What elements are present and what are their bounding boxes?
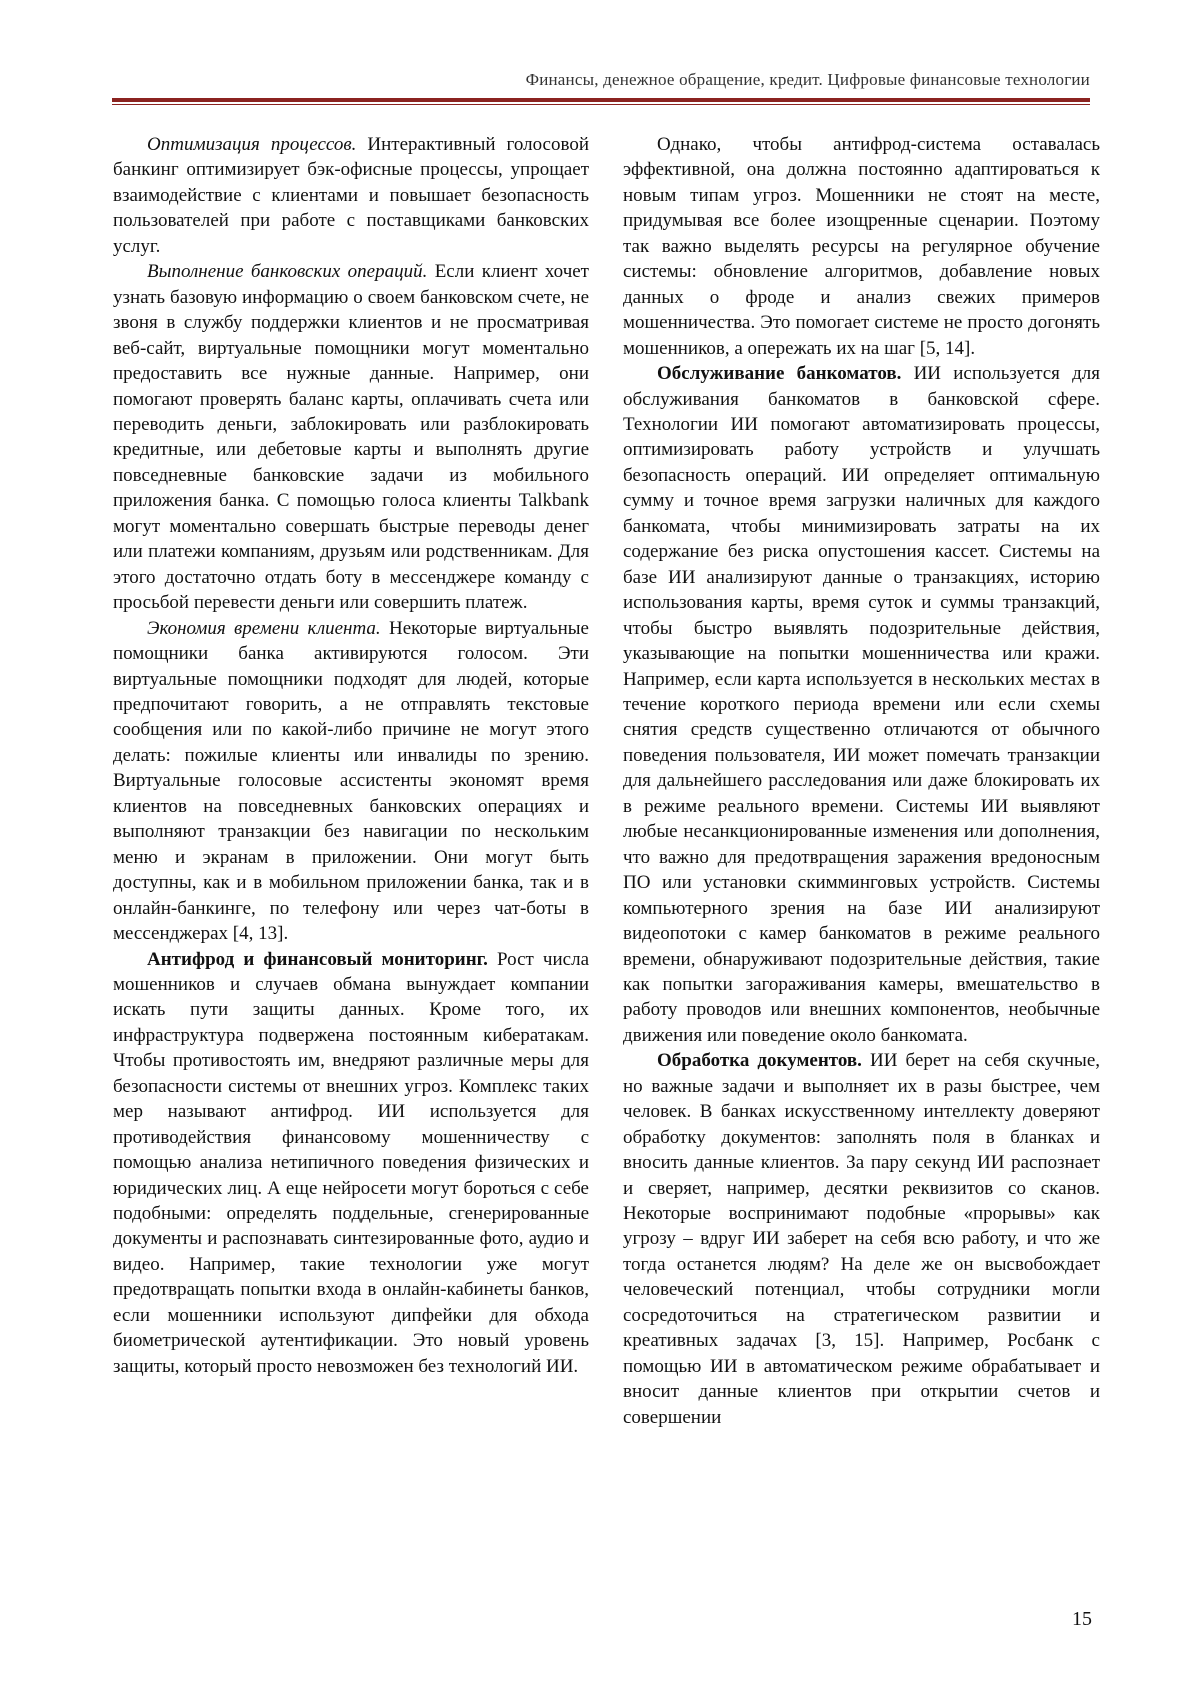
page-number: 15 — [1072, 1608, 1092, 1630]
paragraph-banking-operations — [113, 259, 589, 615]
paragraph-body: ИИ используется для обслуживания банкоматов в банковской сфере. Технологии ИИ помогают автоматизировать процессы, оптимизировать работу устройств и улучшать безопасность операций. ИИ определяет оптимальную сумму и точное время загрузки наличных для каждого банкомата, чтобы минимизировать затраты на их содержание без риска опустошения кассет. Системы на базе ИИ анализируют данные о транзакциях, историю использования карты, время суток и суммы транзакций, чтобы быстро выявлять подозрительные действия, указывающие на попытки мошенничества или кражи. Например, если карта используется в нескольких местах в течение короткого периода времени или если схемы снятия средств существенно отличаются от обычного поведения пользователя, ИИ может помечать транзакции для дальнейшего расследования или даже блокировать их в режиме реального времени. Системы ИИ выявляют любые несанкционированные изменения или дополнения, что важно для предотвращения заражения вредоносным ПО или установки скимминговых устройств. Системы компьютерного зрения на базе ИИ анализируют видеопотоки с камер банкоматов в режиме реального времени, обнаруживают подозрительные действия, такие как попытки загораживания камеры, вмешательство в работу проводов или внешних компонентов, необычные движения или поведение около банкомата. — [623, 363, 1100, 1046]
header-rule-thick — [112, 98, 1090, 102]
paragraph-body: Интерактивный голосовой банкинг оптимизирует бэк-офисные процессы, упрощает взаимодействие с клиентами и повышает безопасность пользователей при работе с поставщиками банковских услуг. — [113, 134, 589, 257]
paragraph-lead-italic: Экономия времени клиента. — [147, 617, 381, 639]
paragraph-atm-service — [623, 361, 1100, 1048]
paragraph-antifraud — [113, 947, 589, 1380]
paragraph-lead-bold: Обслуживание банкоматов. — [657, 363, 902, 385]
paragraph-body: Рост числа мошенников и случаев обмана вынуждает компании искать пути защиты данных. Кроме того, их инфраструктура подвержена постоянным кибератакам. Чтобы противостоять им, внедряют различные меры для безопасности системы от внешних угроз. Комплекс таких мер называют антифрод. ИИ используется для противодействия финансовому мошенничеству с помощью анализа нетипичного поведения физических и юридических лиц. А еще нейросети могут бороться с себе подобными: определять поддельные, сгенерированные документы и распознавать синтезированные фото, аудио и видео. Например, такие технологии уже могут предотвращать попытки входа в онлайн-кабинеты банков, если мошенники используют дипфейки для обхода биометрической аутентификации. Это новый уровень защиты, который просто невозможен без технологий ИИ. — [113, 948, 590, 1377]
paragraph-lead-bold: Обработка документов. — [657, 1050, 862, 1072]
left-column — [113, 132, 589, 1379]
paragraph-body: ИИ берет на себя скучные, но важные задачи и выполняет их в разы быстрее, чем человек. В банках искусственному интеллекту доверяют обработку документов: заполнять поля в бланках и вносить данные клиентов. За пару секунд ИИ распознает и сверяет, например, десятки реквизитов со сканов. Некоторые воспринимают подобные «прорывы» как угрозу – вдруг ИИ заберет на себя всю работу, и что же тогда останется людям? На деле же он высвобождает человеческий потенциал, чтобы сотрудники могли сосредоточиться на стратегическом развитии и креативных задачах [3, 15]. Например, Росбанк с помощью ИИ в автоматическом режиме обрабатывает и вносит данные клиентов при открытии счетов и совершении — [623, 1050, 1100, 1428]
paragraph-lead-italic: Оптимизация процессов. — [147, 134, 357, 155]
right-column — [623, 132, 1100, 1430]
running-title: Финансы, денежное обращение, кредит. Цифровые финансовые технологии — [525, 70, 1090, 89]
paragraph-process-optimization — [113, 132, 589, 259]
paragraph-document-processing — [623, 1048, 1100, 1430]
paragraph-lead-bold: Антифрод и финансовый мониторинг. — [147, 948, 488, 970]
paragraph-lead-italic: Выполнение банковских операций. — [147, 261, 428, 283]
header-rule-thin — [112, 104, 1090, 105]
paragraph-body: Некоторые виртуальные помощники банка активируются голосом. Эти виртуальные помощники подходят для людей, которые предпочитают говорить, а не отправлять текстовые сообщения или по какой-либо причине не могут этого делать: пожилые клиенты или инвалиды по зрению. Виртуальные голосовые ассистенты экономят время клиентов на повседневных банковских операциях и выполняют транзакции без навигации по нескольким меню и экранам в приложении. Они могут быть доступны, как и в мобильном приложении банка, так и в онлайн-банкинге, по телефону или через чат-боты в мессенджерах [4, 13]. — [113, 617, 589, 945]
paragraph-body: Если клиент хочет узнать базовую информацию о своем банковском счете, не звоня в службу поддержки клиентов и не просматривая веб-сайт, виртуальные помощники могут моментально предоставить все нужные данные. Например, они помогают проверять баланс карты, оплачивать счета или переводить деньги, заблокировать или разблокировать кредитные, или дебетовые карты и выполнять другие повседневные банковские задачи из мобильного приложения банка. С помощью голоса клиенты Talkbank могут моментально совершать быстрые переводы денег или платежи компаниям, друзьям или родственникам. Для этого достаточно отдать боту в мессенджере команду с просьбой перевести деньги или совершить платеж. — [113, 261, 589, 614]
paragraph-antifraud-adaptation — [623, 132, 1100, 361]
paragraph-body: Однако, чтобы антифрод-система оставалась эффективной, она должна постоянно адаптироваться к новым типам угроз. Мошенники не стоят на месте, придумывая все более изощренные сценарии. Поэтому так важно выделять ресурсы на регулярное обучение системы: обновление алгоритмов, добавление новых данных о фроде и анализ свежих примеров мошенничества. Это помогает системе не просто догонять мошенников, а опережать их на шаг [5, 14]. — [623, 134, 1100, 359]
paragraph-time-saving — [113, 616, 589, 947]
